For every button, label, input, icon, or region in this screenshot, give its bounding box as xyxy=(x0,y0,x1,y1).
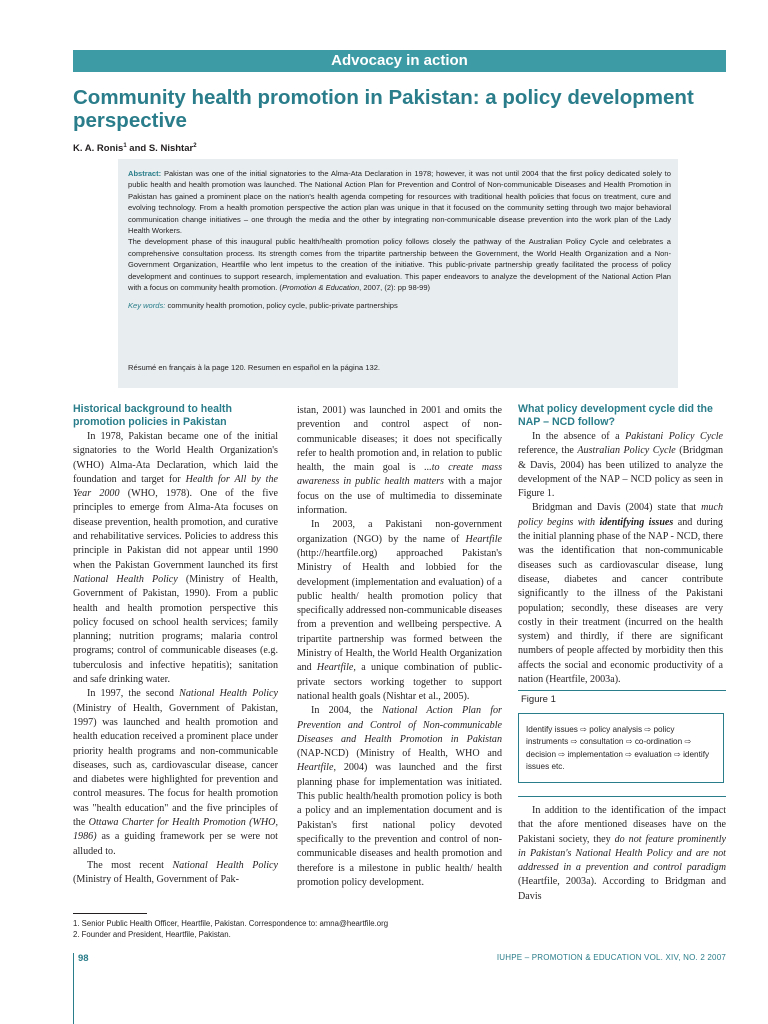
abstract-text-2: The development phase of this inaugural public health/health promotion policy follows closely the pathway of the Australian Policy Cycle and celebrates a comprehensive consultation process. Its strength comes from the tripartite partnership between the Government, the World Health Organization and a Non-Government Organization, Heartfile who lent impetus to the creation of the initiative. This public-private partnership greatly facilitated the process of policy development and continues to support research, implementation and evaluation. This paper endeavors to analyze the development of the National Action Plan with a focus on community health promotion. ( xyxy=(128,237,671,293)
column-3-continued xyxy=(518,804,726,904)
authors xyxy=(73,140,197,155)
abstract-paragraph-2 xyxy=(128,236,671,293)
translation-note: Résumé en français à la page 120. Resumen en español en la página 132. xyxy=(128,363,381,372)
article-title: Community health promotion in Pakistan: a policy development perspective xyxy=(73,86,694,132)
author-1: K. A. Ronis xyxy=(73,143,124,155)
footnotes xyxy=(73,918,388,940)
column-2 xyxy=(297,404,502,890)
col2-paragraph-2: In 2003, a Pakistani non-government organization (NGO) by the name of Heartfile (http://heartfile.org) approached Pakistan's Ministry of Health and lobbied for the development (implementation and evaluation) of a public health/ health promotion policy that specifically addressed non-communicable diseases from a prevention and wellbeing perspective. A tripartite partnership was formed between the Ministry of Health, the World Health Organization and Heartfile, a unique combination of public-private sectors working together to support national health goals (Nishtar et al., 2005). xyxy=(297,519,502,702)
journal-footer: IUHPE – PROMOTION & EDUCATION VOL. XIV, NO. 2 2007 xyxy=(496,953,726,962)
abstract-text-1: Pakistan was one of the initial signatories to the Alma-Ata Declaration in 1978; however, it was not until 2004 that the first policy dedicated solely to public health and health promotion was launched. The National Action Plan for Prevention and Control of Non-communicable Diseases and Health Promotion in Pakistan has gained a prominent place on the nation's health agenda competing for resources with traditional health policies that focus on treatment, cure and evolving technology. From a health promotion perspective the action plan was unique in that it focused on the community setting through two major behavioral communication change initiatives – one through the media and the other by integrating non-communicable disease prevention into the work plan of the Lady Health Workers. xyxy=(128,169,671,236)
abstract-citation: Promotion & Education xyxy=(281,283,360,293)
section-heading-history: Historical background to health promotion policies in Pakistan xyxy=(73,403,232,428)
author-2: S. Nishtar xyxy=(148,143,194,155)
section-heading-policy-cycle: What policy development cycle did the NAP – NCD follow? xyxy=(518,403,713,428)
abstract-citation-end: , 2007, (2): pp 98-99) xyxy=(359,283,431,293)
col2-paragraph-3: In 2004, the National Action Plan for Prevention and Control of Non-communicable Diseases and Health Promotion in Pakistan (NAP-NCD) (Ministry of Health, WHO and Heartfile, 2004) was launched and the first planning phase for implementation was initiated. This public health/health promotion policy is both a policy and an implementation document and is Pakistan's first national policy devoted specifically to the prevention and control of non-communicable diseases and health promotion and therefore is a milestone in public health/ health promotion policy development. xyxy=(297,705,502,888)
col1-paragraph-1: In 1978, Pakistan became one of the initial signatories to the World Health Organization's (WHO) Alma-Ata Declaration, which laid the foundation and target for Health for All by the Year 2000 (WHO, 1978). One of the five principles to emerge from Alma-Ata focuses on disease prevention, health promotion, and curative and rehabilitative services. Policies to address this principle in Pakistan did not appear until 1990 when the Pakistan Government launched its first National Health Policy (Ministry of Health, Government of Pakistan, 1990). From a public health and health promotion perspective this policy focused on school health services; family planning; nutrition programs; malaria control programs; control of communicable diseases (e.g. tuberculosis and infective hepatitis); sanitation and safe drinking water. xyxy=(73,431,279,686)
keywords xyxy=(128,300,671,311)
col1-paragraph-3: The most recent National Health Policy (Ministry of Health, Government of Pak- xyxy=(73,859,278,886)
figure-top-rule xyxy=(518,690,726,691)
keywords-label: Key words: xyxy=(128,301,166,311)
figure-label: Figure 1 xyxy=(521,694,556,705)
footnote-2: 2. Founder and President, Heartfile, Pakistan. xyxy=(73,930,231,939)
abstract-paragraph-1 xyxy=(128,168,671,236)
col2-paragraph-1: istan, 2001) was launched in 2001 and omits the prevention and control aspect of non-communicable diseases; it does not specifically refer to health promotion and, in relation to public health, the main goal is ...to create mass awareness in public health matters with a major focus on the use of multimedia to disseminate information. xyxy=(297,405,502,517)
figure-bottom-rule xyxy=(518,796,726,797)
column-3 xyxy=(518,400,723,687)
figure-text: Identify issues ⇨ policy analysis ⇨ policy instruments ⇨ consultation ⇨ co-ordination ⇨ decision ⇨ implementation ⇨ evaluation ⇨ identify issues etc. xyxy=(526,725,710,772)
col3-paragraph-2: Bridgman and Davis (2004) state that much policy begins with identifying issues and during the initial planning phase of the NAP - NCD, there was the identification that non-communicable diseases such as cardiovascular disease, lung disease, diabetes and cancer contribute significantly to the illness of the Pakistani population; secondly, these diseases are very costly in their treatment (incurred on the health system) and thirdly, if there are significant numbers of people affected by morbidity then this affects the social and economic productivity of a nation (Heartfile, 2003a). xyxy=(518,502,723,686)
author-1-affil: 1 xyxy=(123,143,127,149)
footnote-1: 1. Senior Public Health Officer, Heartfile, Pakistan. Correspondence to: amna@heartfile.org xyxy=(73,919,389,928)
abstract xyxy=(128,168,671,312)
col1-paragraph-2: In 1997, the second National Health Policy (Ministry of Health, Government of Pakistan, 1997) was launched and health promotion and health education received a prominent place under priority health programs and non-communicable diseases, such as, cardiovascular disease, cancer and diabetes were highlighted for prevention and control measures. The focus for health promotion was "health education" and the five principles of the Ottawa Charter for Health Promotion (WHO, 1986) as a guiding framework per se were not alluded to. xyxy=(73,688,279,857)
column-1 xyxy=(73,400,278,888)
abstract-lead: Abstract: xyxy=(128,169,162,178)
footnote-rule xyxy=(73,913,147,914)
authors-and: and xyxy=(126,143,149,155)
col3-paragraph-1: In the absence of a Pakistani Policy Cycle reference, the Australian Policy Cycle (Bridgman & Davis, 2004) has been utilized to analyze the development of the NAP – NCD policy as seen in Figure 1. xyxy=(518,431,724,500)
col3-paragraph-3: In addition to the identification of the impact that the afore mentioned diseases have on the Pakistani society, they do not feature prominently in Pakistan's National Health Policy and are not addressed in a prevention and control paradigm (Heartfile, 2003a). According to Bridgman and Davis xyxy=(518,805,727,902)
section-banner: Advocacy in action xyxy=(73,50,726,72)
page-number: 98 xyxy=(78,953,89,964)
keywords-text: community health promotion, policy cycle, public-private partnerships xyxy=(165,301,398,311)
author-2-affil: 2 xyxy=(193,143,197,149)
page-margin-rule xyxy=(73,953,74,1024)
